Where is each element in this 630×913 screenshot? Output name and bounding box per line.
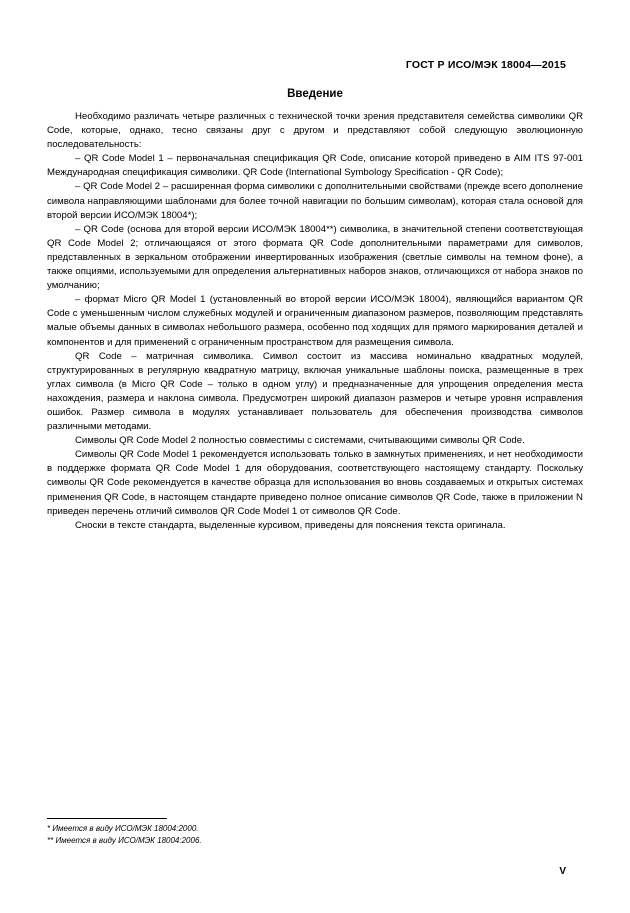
footnote-divider bbox=[47, 818, 167, 819]
paragraph-9: Сноски в тексте стандарта, выделенные курсивом, приведены для пояснения текста оригинала. bbox=[75, 519, 506, 531]
footnote-2: ** Имеется в виду ИСО/МЭК 18004:2006. bbox=[47, 836, 202, 845]
footnotes bbox=[47, 823, 447, 847]
paragraph-4: – QR Code (основа для второй версии ИСО/МЭК 18004**) символика, в значительной степени соответствующая QR Code Model 2; отличающаяся от этого формата QR Code дополнительными параметрами для символов, представленных в зеркальном отображении инвертированных изображения (светлые символы на темном фоне), а также опциями, используемыми для определения альтернативных наборов знаков, отличающихся от набора знаков по умолчанию; bbox=[47, 223, 583, 292]
paragraph-6: QR Code – матричная символика. Символ состоит из массива номинально квадратных модулей, структурированных в регулярную квадратную матрицу, включая уникальные шаблоны поиска, размещенные в трех углах символа (в Micro QR Code – только в одном углу) и предназначенные для упрощения определения места нахождения, размера и наклона символа. Предусмотрен широкий диапазон размеров и четыре уровня исправления ошибок. Размер символа в модулях устанавливает пользователь для обеспечения производства символов различными методами. bbox=[47, 350, 583, 433]
page-number: V bbox=[559, 866, 566, 877]
footnote-1: * Имеется в виду ИСО/МЭК 18004:2000. bbox=[47, 824, 199, 833]
paragraph-1: Необходимо различать четыре различных с технической точки зрения представителя семейства символики QR Code, которые, однако, тесно связаны друг с другом и представляют собой следующую эволюционную последовательность: bbox=[47, 111, 583, 151]
body-text bbox=[47, 110, 583, 533]
paragraph-7: Символы QR Code Model 2 полностью совместимы с системами, считывающими символы QR Code. bbox=[75, 435, 525, 447]
paragraph-2: – QR Code Model 1 – первоначальная спецификация QR Code, описание которой приведено в AIM ITS 97-001 Международная спецификация символики. QR Code (International Symbology Specification - QR Code); bbox=[47, 153, 583, 179]
paragraph-3: – QR Code Model 2 – расширенная форма символики с дополнительными свойствами (прежде всего дополнение символа направляющими шаблонами для более точной навигации по большим символам), которая стала основой для второй версии ИСО/МЭК 18004*); bbox=[47, 181, 583, 221]
paragraph-8: Символы QR Code Model 1 рекомендуется использовать только в замкнутых применениях, и нет необходимости в поддержке формата QR Code Model 1 для оборудования, соответствующего настоящему стандарту. Поскольку символы QR Code рекомендуется в качестве образца для использования во вновь создаваемых и открытых системах применения QR Code, в настоящем стандарте приведено полное описание символов QR Code, также в приложении N приведен перечень отличий символов QR Code Model 1 от символов QR Code. bbox=[47, 449, 583, 517]
paragraph-5: – формат Micro QR Model 1 (установленный во второй версии ИСО/МЭК 18004), являющийся вариантом QR Code с уменьшенным числом служебных модулей и ограниченным диапазоном размеров, позволяющим представлять малые объемы данных в символах небольшого размера, особенно под ходящих для прямого маркирования деталей и компонентов и для применений с ограниченным пространством для размещения символа. bbox=[47, 294, 583, 348]
document-header: ГОСТ Р ИСО/МЭК 18004—2015 bbox=[405, 59, 566, 71]
page-title: Введение bbox=[287, 88, 343, 100]
